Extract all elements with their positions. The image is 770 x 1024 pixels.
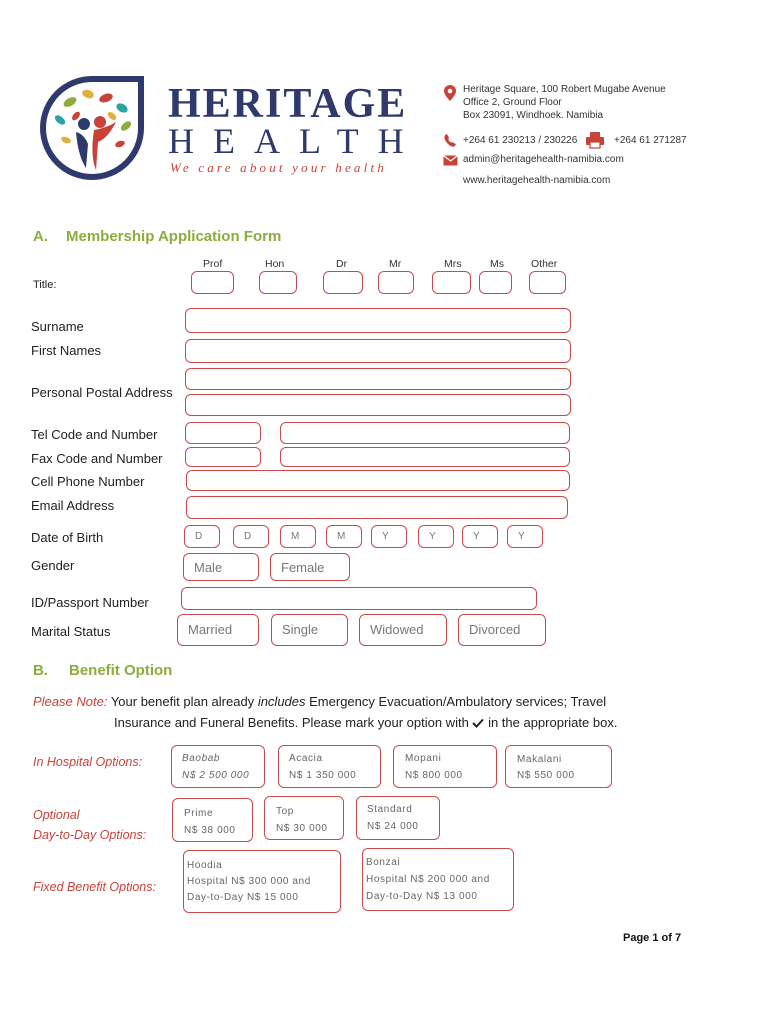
postal-address-field-2[interactable] bbox=[185, 394, 571, 416]
plan-prime-option[interactable] bbox=[172, 798, 253, 842]
section-a-title: Membership Application Form bbox=[66, 228, 282, 245]
fax-icon bbox=[585, 131, 605, 154]
gender-male-option[interactable] bbox=[183, 553, 259, 581]
dob-day-1-placeholder: D bbox=[195, 531, 203, 542]
plan-standard-price: N$ 24 000 bbox=[367, 821, 419, 832]
optional-label-2: Day-to-Day Options: bbox=[33, 828, 147, 842]
address-line-2: Office 2, Ground Floor bbox=[463, 97, 562, 108]
dob-month-1[interactable] bbox=[280, 525, 316, 548]
dob-year-3[interactable] bbox=[462, 525, 498, 548]
marital-divorced-option[interactable] bbox=[458, 614, 546, 646]
plan-makalani-price: N$ 550 000 bbox=[517, 770, 575, 781]
title-checkbox-mr[interactable] bbox=[378, 271, 414, 294]
marital-married-label: Married bbox=[188, 622, 233, 637]
postal-address-field-1[interactable] bbox=[185, 368, 571, 390]
title-option-hon: Hon bbox=[265, 258, 285, 270]
email-label: Email Address bbox=[31, 498, 115, 513]
plan-mopani-price: N$ 800 000 bbox=[405, 770, 463, 781]
dob-month-2-placeholder: M bbox=[337, 531, 346, 542]
gender-female-label: Female bbox=[281, 560, 325, 575]
email-address: admin@heritagehealth-namibia.com bbox=[463, 154, 624, 165]
cell-field[interactable] bbox=[186, 470, 570, 491]
first-names-label: First Names bbox=[31, 343, 102, 358]
plan-acacia-price: N$ 1 350 000 bbox=[289, 770, 357, 781]
plan-hoodia-option[interactable] bbox=[183, 850, 341, 913]
logo-emblem-icon bbox=[36, 72, 148, 184]
fax-number: +264 61 271287 bbox=[614, 135, 687, 146]
email-icon bbox=[443, 153, 458, 171]
dob-month-1-placeholder: M bbox=[291, 531, 300, 542]
plan-hoodia-line-2: Hospital N$ 300 000 and bbox=[187, 876, 311, 887]
note-label: Please Note: bbox=[33, 694, 108, 709]
marital-widowed-option[interactable] bbox=[359, 614, 447, 646]
marital-divorced-label: Divorced bbox=[469, 622, 521, 637]
email-field[interactable] bbox=[186, 496, 568, 519]
gender-label: Gender bbox=[31, 558, 75, 573]
title-checkbox-prof[interactable] bbox=[191, 271, 234, 294]
dob-day-1[interactable] bbox=[184, 525, 220, 548]
cell-label: Cell Phone Number bbox=[31, 474, 145, 489]
plan-hoodia-line-3: Day-to-Day N$ 15 000 bbox=[187, 892, 299, 903]
title-option-mrs: Mrs bbox=[444, 258, 462, 270]
id-label: ID/Passport Number bbox=[31, 595, 149, 610]
plan-acacia-option[interactable] bbox=[278, 745, 381, 788]
title-checkbox-other[interactable] bbox=[529, 271, 566, 294]
plan-bonzai-name: Bonzai bbox=[366, 857, 401, 868]
plan-top-option[interactable] bbox=[264, 796, 344, 840]
benefit-note-line-2 bbox=[114, 715, 617, 731]
fax-code-field[interactable] bbox=[185, 447, 261, 467]
section-b-title: Benefit Option bbox=[69, 662, 173, 679]
title-label: Title: bbox=[33, 279, 57, 291]
dob-year-4-placeholder: Y bbox=[518, 531, 525, 542]
title-checkbox-ms[interactable] bbox=[479, 271, 512, 294]
phone-icon bbox=[443, 133, 458, 152]
dob-year-2-placeholder: Y bbox=[429, 531, 436, 542]
surname-field[interactable] bbox=[185, 308, 571, 333]
in-hospital-label: In Hospital Options: bbox=[33, 755, 143, 769]
title-option-other: Other bbox=[531, 258, 558, 270]
optional-label-1: Optional bbox=[33, 808, 80, 822]
fax-number-field[interactable] bbox=[280, 447, 570, 467]
address-line-3: Box 23091, Windhoek. Namibia bbox=[463, 110, 604, 121]
note-line-2b: in the appropriate box. bbox=[488, 715, 618, 730]
phone-number: +264 61 230213 / 230226 bbox=[463, 135, 578, 146]
checkmark-icon bbox=[472, 716, 484, 731]
dob-month-2[interactable] bbox=[326, 525, 362, 548]
plan-makalani-name: Makalani bbox=[517, 754, 562, 765]
title-checkbox-dr[interactable] bbox=[323, 271, 363, 294]
logo bbox=[36, 72, 148, 184]
tagline: We care about your health bbox=[170, 160, 387, 175]
note-part-1: Your benefit plan already bbox=[110, 694, 255, 709]
postal-address-label: Personal Postal Address bbox=[31, 385, 173, 400]
dob-year-3-placeholder: Y bbox=[473, 531, 480, 542]
first-names-field[interactable] bbox=[185, 339, 571, 363]
location-pin-icon bbox=[443, 84, 457, 107]
dob-label: Date of Birth bbox=[31, 530, 104, 545]
marital-single-label: Single bbox=[282, 622, 319, 637]
plan-standard-option[interactable] bbox=[356, 796, 440, 840]
marital-widowed-label: Widowed bbox=[370, 622, 424, 637]
plan-hoodia-name: Hoodia bbox=[187, 860, 223, 871]
dob-day-2[interactable] bbox=[233, 525, 269, 548]
gender-female-option[interactable] bbox=[270, 553, 350, 581]
dob-year-1[interactable] bbox=[371, 525, 407, 548]
tel-label: Tel Code and Number bbox=[31, 427, 158, 442]
plan-standard-name: Standard bbox=[367, 804, 413, 815]
brand-line-1: HERITAGE bbox=[168, 81, 408, 127]
plan-acacia-name: Acacia bbox=[289, 753, 323, 764]
plan-prime-name: Prime bbox=[184, 808, 214, 819]
fax-label: Fax Code and Number bbox=[31, 451, 163, 466]
plan-baobab-price: N$ 2 500 000 bbox=[182, 770, 250, 781]
marital-single-option[interactable] bbox=[271, 614, 348, 646]
plan-baobab-name: Baobab bbox=[182, 753, 221, 764]
plan-mopani-name: Mopani bbox=[405, 753, 442, 764]
plan-bonzai-line-2: Hospital N$ 200 000 and bbox=[366, 874, 490, 885]
dob-day-2-placeholder: D bbox=[244, 531, 252, 542]
dob-year-4[interactable] bbox=[507, 525, 543, 548]
surname-label: Surname bbox=[31, 319, 84, 334]
title-option-ms: Ms bbox=[490, 258, 504, 270]
gender-male-label: Male bbox=[194, 560, 223, 575]
plan-mopani-option[interactable] bbox=[393, 745, 497, 788]
plan-makalani-option[interactable] bbox=[505, 745, 612, 788]
tel-code-field[interactable] bbox=[185, 422, 261, 444]
tel-number-field[interactable] bbox=[280, 422, 570, 444]
marital-label: Marital Status bbox=[31, 624, 111, 639]
title-checkbox-mrs[interactable] bbox=[432, 271, 471, 294]
id-field[interactable] bbox=[181, 587, 537, 610]
title-checkbox-hon[interactable] bbox=[259, 271, 297, 294]
title-option-dr: Dr bbox=[336, 258, 348, 270]
dob-year-2[interactable] bbox=[418, 525, 454, 548]
section-a-letter: A. bbox=[33, 228, 48, 245]
brand-line-2: HEALTH bbox=[168, 121, 423, 161]
plan-top-price: N$ 30 000 bbox=[276, 823, 328, 834]
marital-married-option[interactable] bbox=[177, 614, 259, 646]
plan-bonzai-option[interactable] bbox=[362, 848, 514, 911]
fixed-benefit-label: Fixed Benefit Options: bbox=[33, 880, 156, 894]
address-line-1: Heritage Square, 100 Robert Mugabe Avenue bbox=[463, 84, 666, 95]
plan-bonzai-line-3: Day-to-Day N$ 13 000 bbox=[366, 891, 478, 902]
note-part-2: Emergency Evacuation/Ambulatory services; Travel bbox=[309, 694, 607, 709]
dob-year-1-placeholder: Y bbox=[382, 531, 389, 542]
plan-prime-price: N$ 38 000 bbox=[184, 825, 236, 836]
page-number: Page 1 of 7 bbox=[623, 932, 682, 944]
plan-baobab-option[interactable] bbox=[171, 745, 265, 788]
title-option-prof: Prof bbox=[203, 258, 223, 270]
plan-top-name: Top bbox=[276, 806, 294, 817]
note-line-2a: Insurance and Funeral Benefits. Please mark your option with bbox=[114, 715, 469, 730]
note-italic: includes bbox=[257, 694, 306, 709]
website: www.heritagehealth-namibia.com bbox=[463, 175, 611, 186]
title-option-mr: Mr bbox=[389, 258, 402, 270]
benefit-note bbox=[33, 694, 606, 709]
section-b-letter: B. bbox=[33, 662, 48, 679]
